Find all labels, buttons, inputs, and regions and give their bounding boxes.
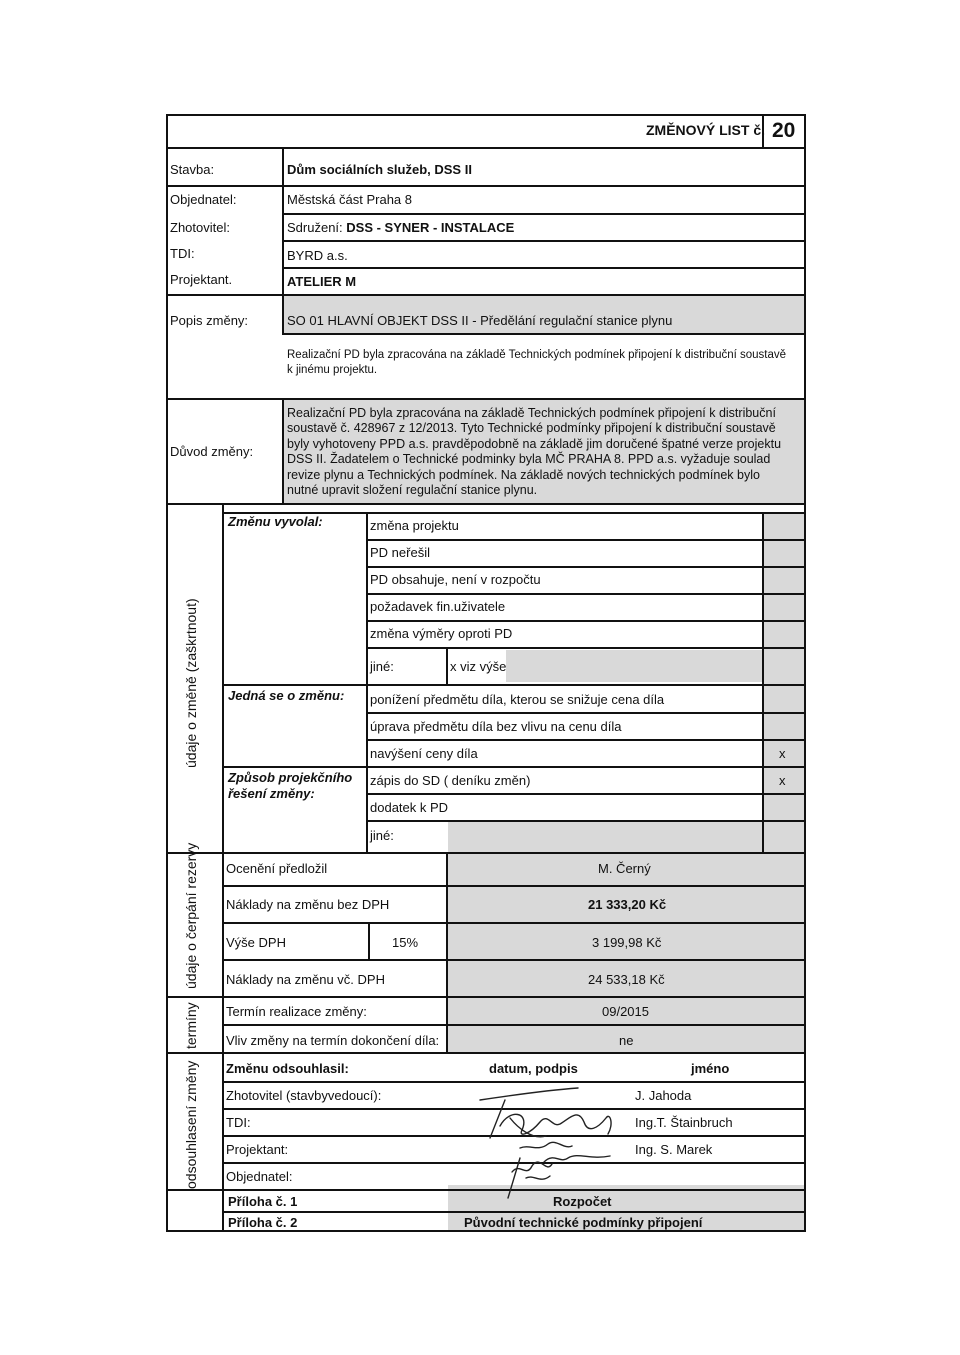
side-label-udaje-zmene: údaje o změně (zaškrtnout) <box>183 598 199 768</box>
vyvolal-option: PD obsahuje, není v rozpočtu <box>370 572 541 587</box>
termin-label: Vliv změny na termín dokončení díla: <box>226 1033 440 1048</box>
col-sign-header: datum, podpis <box>489 1061 578 1076</box>
jedna-se-option: ponížení předmětu díla, kterou se snižuje cena díla <box>370 692 665 707</box>
handwritten-signatures <box>460 1078 640 1208</box>
vyvolal-jine-value: x viz výše <box>450 659 507 674</box>
sign-name: Ing. S. Marek <box>635 1142 713 1157</box>
vyvolal-label: Změnu vyvolal: <box>228 514 323 529</box>
sign-role: Objednatel: <box>226 1169 293 1184</box>
termin-label: Termín realizace změny: <box>226 1004 367 1019</box>
odsouhlasil-label: Změnu odsouhlasil: <box>226 1061 349 1076</box>
zpusob-option: jiné: <box>370 828 394 843</box>
vyvolal-option: požadavek fin.uživatele <box>370 599 506 614</box>
zpusob-option: dodatek k PD <box>370 800 449 815</box>
popis-title: SO 01 HLAVNÍ OBJEKT DSS II - Předělání regulační stanice plynu <box>287 313 673 328</box>
vyvolal-jine-label: jiné: <box>370 659 394 674</box>
info-label-tdi: TDI: <box>170 246 195 261</box>
info-value-projektant: ATELIER M <box>287 274 357 289</box>
duvod-line: DSS II. Žadatelem o Technické podminky byla MČ PRAHA 8. PPD a.s. vyžaduje soulad <box>287 452 771 466</box>
info-label-zhotovitel: Zhotovitel: <box>170 220 230 235</box>
info-value-stavba: Dům sociálních služeb, DSS II <box>287 162 472 177</box>
rezerva-label: Náklady na změnu vč. DPH <box>226 972 385 987</box>
termin-value: ne <box>619 1033 634 1048</box>
duvod-line: byly vyhotoveny PPD a.s. pravděpodobně na základě jim doručené špatné verze projektu <box>287 437 782 451</box>
sign-name: Ing.T. Štainbruch <box>635 1115 733 1130</box>
zpusob-mark: x <box>779 773 786 788</box>
zpusob-label-line2: řešení změny: <box>228 786 315 801</box>
jedna-se-label: Jedná se o změnu: <box>228 688 345 703</box>
jedna-se-mark: x <box>779 746 786 761</box>
priloha-value: Původní technické podmínky připojení <box>464 1215 703 1230</box>
zpusob-label-line1: Způsob projekčního <box>228 770 353 785</box>
zpusob-jine-shade <box>448 820 762 854</box>
jine-shade <box>506 650 762 682</box>
termin-value: 09/2015 <box>602 1004 649 1019</box>
info-value-objednatel: Městská část Praha 8 <box>287 192 412 207</box>
rezerva-mid: 15% <box>392 935 419 950</box>
sign-name: J. Jahoda <box>635 1088 692 1103</box>
duvod-line: revize plynu a Technických podmínek. Na základě nových technických podmínek bylo <box>287 468 760 482</box>
priloha-label: Příloha č. 1 <box>228 1194 298 1209</box>
popis-text-line2: k jinému projektu. <box>287 364 378 376</box>
mark-column-shade <box>762 513 804 853</box>
zhotovitel-prefix: Sdružení: <box>287 220 347 235</box>
col-name-header: jméno <box>691 1061 730 1076</box>
duvod-line: soustavě č. 428967 z 12/2013. Tyto Technické podmínky připojení k distribuční soustavě <box>287 421 776 435</box>
rezerva-value: 3 199,98 Kč <box>592 935 662 950</box>
form-title: ZMĚNOVÝ LIST č. <box>646 122 766 138</box>
jedna-se-option: úprava předmětu díla bez vlivu na cenu díla <box>370 719 622 734</box>
rezerva-label: Ocenění předložil <box>226 861 328 876</box>
priloha-value: Rozpočet <box>553 1194 612 1209</box>
zhotovitel-name: DSS - SYNER - INSTALACE <box>346 220 515 235</box>
sign-role: Projektant: <box>226 1142 289 1157</box>
info-value-tdi: BYRD a.s. <box>287 248 348 263</box>
zpusob-option: zápis do SD ( deníku změn) <box>370 773 531 788</box>
info-label-objednatel: Objednatel: <box>170 192 237 207</box>
duvod-label: Důvod změny: <box>170 444 254 459</box>
priloha-label: Příloha č. 2 <box>228 1215 298 1230</box>
side-label-cerpani: údaje o čerpání rezervy <box>183 842 199 989</box>
rezerva-label: Náklady na změnu bez DPH <box>226 897 390 912</box>
side-label-terminy: termíny <box>183 1002 199 1049</box>
info-value-zhotovitel <box>287 220 514 235</box>
side-label-odsouhlaseni: odsouhlasení změny <box>183 1060 199 1189</box>
popis-label: Popis změny: <box>170 313 249 328</box>
rezerva-value: 21 333,20 Kč <box>588 897 667 912</box>
form-number: 20 <box>772 119 796 142</box>
vyvolal-option: PD neřešil <box>370 545 430 560</box>
info-label-projektant: Projektant. <box>170 272 233 287</box>
rezerva-value: M. Černý <box>598 861 651 876</box>
vyvolal-option: změna projektu <box>370 518 459 533</box>
info-label-stavba: Stavba: <box>170 162 215 177</box>
duvod-line: Realizační PD byla zpracována na základě Technických podmínek připojení k distribuční <box>287 406 776 420</box>
vyvolal-option: změna výměry oproti PD <box>370 626 513 641</box>
sign-role: Zhotovitel (stavbyvedoucí): <box>226 1088 382 1103</box>
popis-text-line1: Realizační PD byla zpracována na základě Technických podmínek připojení k distribuční soustavě <box>287 349 787 361</box>
rezerva-value: 24 533,18 Kč <box>588 972 665 987</box>
duvod-line: nutné upravit složení regulační stanice plynu. <box>287 483 538 497</box>
jedna-se-option: navýšení ceny díla <box>370 746 478 761</box>
sign-role: TDI: <box>226 1115 251 1130</box>
rezerva-label: Výše DPH <box>226 935 286 950</box>
